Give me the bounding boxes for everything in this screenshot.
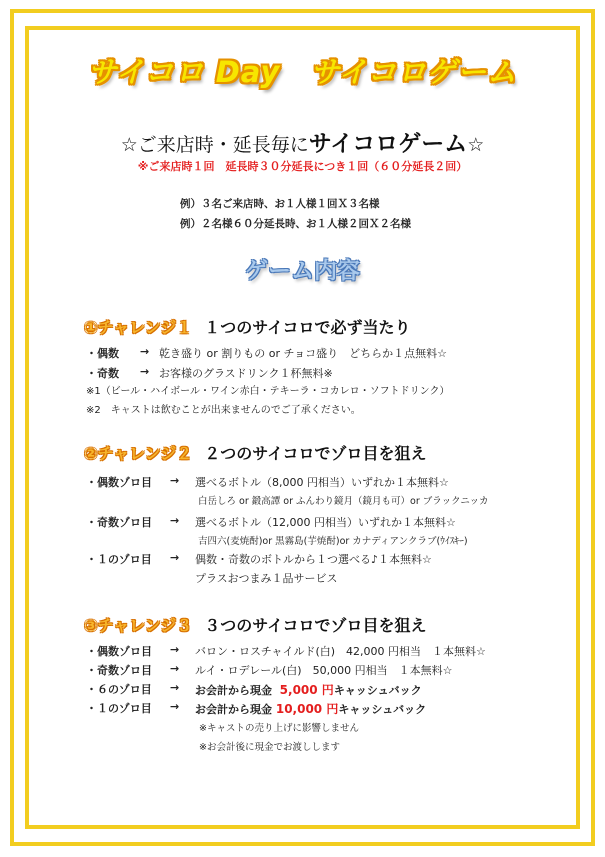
challenge-3-key-odd: ・奇数ゾロ目: [86, 664, 152, 677]
challenge-3-text-six: [195, 681, 422, 698]
arrow-icon: →: [140, 365, 150, 378]
challenge-3-desc: ３つのサイコロでゾロ目を狙え: [204, 616, 427, 635]
challenge-2-key-even: ・偶数ゾロ目: [86, 476, 152, 489]
challenge-1-key-odd: ・奇数: [86, 367, 119, 380]
headline-emphasis: サイコロゲーム: [308, 131, 468, 157]
challenge-3-text-one: [195, 700, 426, 717]
challenge-2-label: ②チャレンジ２: [84, 444, 193, 463]
challenge-1-label: ①チャレンジ１: [84, 318, 193, 337]
challenge-3-text-odd: ルイ・ロデレール(白) 50,000 円相当 １本無料☆: [195, 664, 453, 677]
challenge-2-text-odd: 選べるボトル（12,000 円相当）いずれか１本無料☆: [195, 516, 456, 529]
challenge-1-note-2: ※2 キャストは飲むことが出来ませんのでご了承ください。: [86, 405, 361, 416]
challenge-3-note-2: ※お会計後に現金でお渡しします: [199, 742, 340, 753]
challenge-2-desc: ２つのサイコロでゾロ目を狙え: [204, 444, 427, 463]
cashback-post: キャッシュバック: [338, 703, 427, 716]
cashback-amount: 5,000 円: [279, 683, 334, 697]
challenge-1-text-even: 乾き盛り or 割りもの or チョコ盛り どちらか１点無料☆: [159, 347, 448, 360]
arrow-icon: →: [170, 662, 180, 675]
page-title: サイコロ Day サイコロゲーム: [87, 55, 518, 89]
challenge-1-key-even: ・偶数: [86, 347, 119, 360]
challenge-3-key-six: ・６のゾロ目: [86, 683, 152, 696]
arrow-icon: →: [170, 681, 180, 694]
challenge-2-sub-one: プラスおつまみ１品サービス: [195, 572, 338, 585]
challenge-3-heading: [84, 613, 427, 636]
cashback-pre: お会計から現金: [195, 703, 272, 716]
challenge-2-key-odd: ・奇数ゾロ目: [86, 516, 152, 529]
challenge-3-key-one: ・１のゾロ目: [86, 702, 152, 715]
headline-suffix: ☆: [467, 134, 485, 156]
challenge-2-text-one: 偶数・奇数のボトルから１つ選べる♪１本無料☆: [195, 553, 432, 566]
headline: [0, 125, 605, 158]
challenge-2-key-one: ・１のゾロ目: [86, 553, 152, 566]
section-subtitle: ゲーム内容: [245, 258, 360, 284]
challenge-1-heading: [84, 315, 411, 338]
challenge-2-heading: [84, 441, 427, 464]
challenge-2-sub-even: 白岳しろ or 鍛高譚 or ふんわり鏡月（鏡月も可）or ブラックニッカ: [198, 496, 489, 507]
challenge-3-note-1: ※キャストの売り上げに影響しません: [199, 723, 359, 734]
challenge-1-note-1: ※1（ビール・ハイボール・ワイン赤白・テキーラ・コカレロ・ソフトドリンク）: [86, 386, 450, 397]
challenge-3-key-even: ・偶数ゾロ目: [86, 645, 152, 658]
headline-prefix: ☆ご来店時・延長毎に: [120, 134, 309, 156]
arrow-icon: →: [140, 345, 150, 358]
cashback-post: キャッシュバック: [333, 684, 422, 697]
rule-note: ※ご来店時１回 延長時３０分延長につき１回（６０分延長２回）: [137, 160, 468, 173]
arrow-icon: →: [170, 551, 180, 564]
example-1: 例）３名ご来店時、お１人様１回Ｘ３名様: [180, 198, 380, 210]
arrow-icon: →: [170, 643, 180, 656]
challenge-1-desc: １つのサイコロで必ず当たり: [204, 318, 411, 337]
example-2: 例）２名様６０分延長時、お１人様２回Ｘ２名様: [180, 218, 411, 230]
arrow-icon: →: [170, 700, 180, 713]
challenge-2-sub-odd: 吉四六(麦焼酎)or 黒霧島(芋焼酎)or カナディアンクラブ(ｳｲｽｷｰ): [198, 536, 468, 547]
challenge-3-label: ③チャレンジ３: [84, 616, 193, 635]
challenge-3-text-even: バロン・ロスチャイルド(白) 42,000 円相当 １本無料☆: [195, 645, 486, 658]
challenge-2-text-even: 選べるボトル（8,000 円相当）いずれか１本無料☆: [195, 476, 449, 489]
arrow-icon: →: [170, 474, 180, 487]
cashback-amount: 10,000 円: [275, 702, 339, 716]
cashback-pre: お会計から現金: [195, 684, 272, 697]
arrow-icon: →: [170, 514, 180, 527]
challenge-1-text-odd: お客様のグラスドリンク１杯無料※: [159, 367, 333, 380]
